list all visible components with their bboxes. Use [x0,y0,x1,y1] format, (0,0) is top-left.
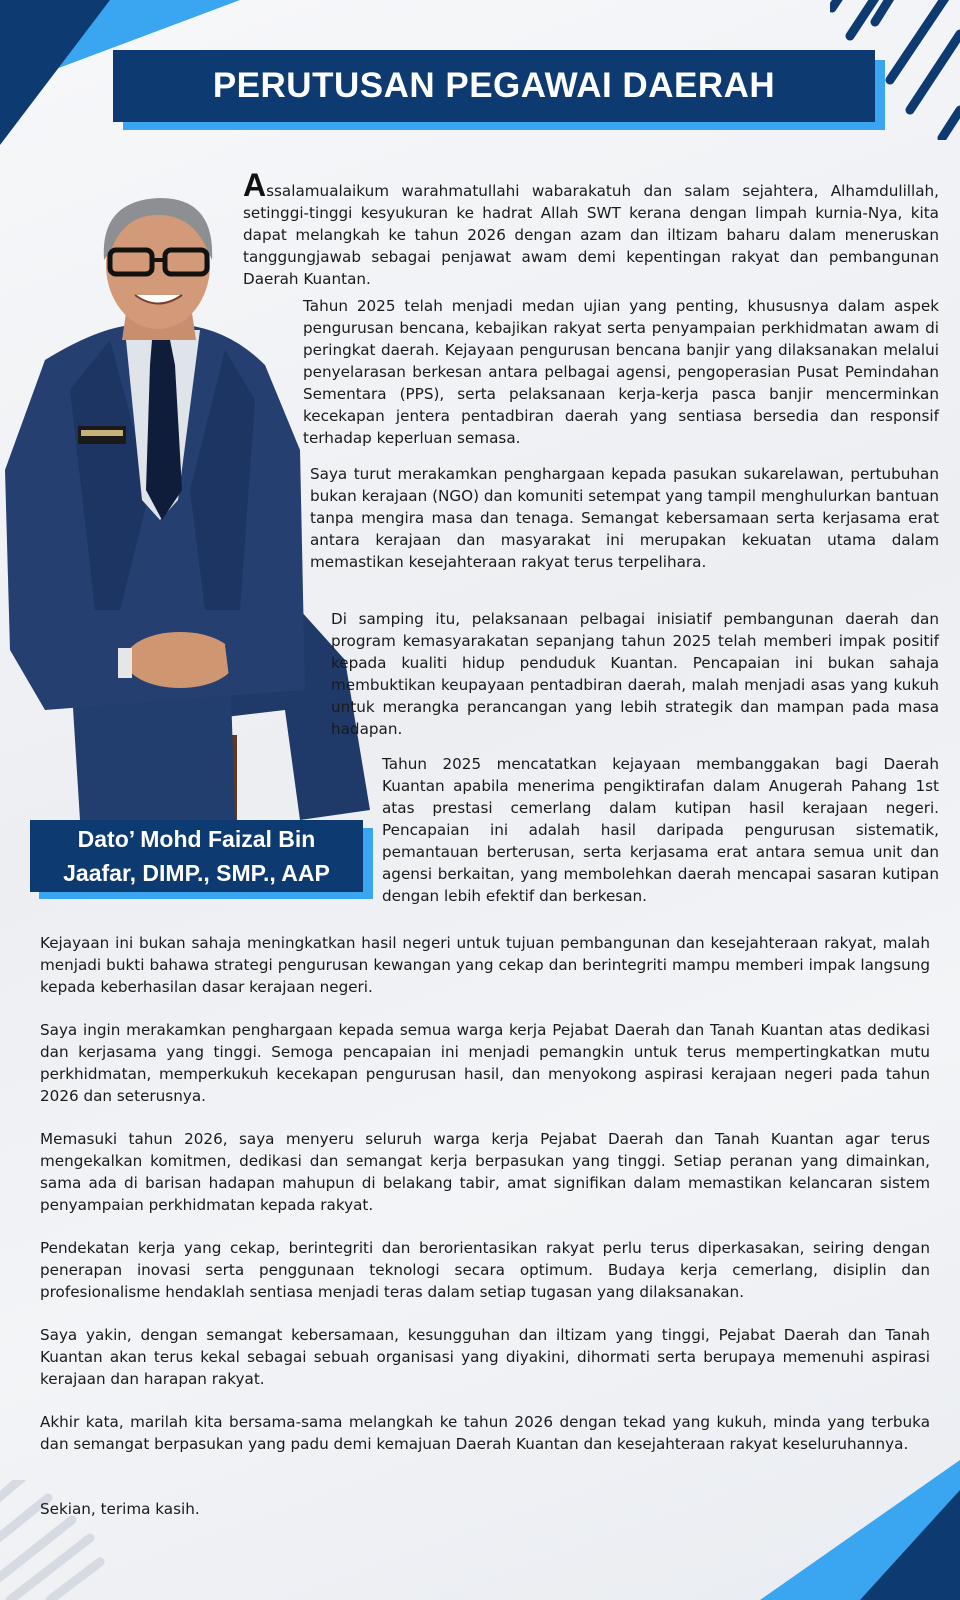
paragraph-4: Di samping itu, pelaksanaan pelbagai inisiatif pembangunan daerah dan program kemasyarakatan sepanjang tahun 2025 telah memberi impak positif kepada kualiti hidup penduduk Kuantan. Pencapaian ini bukan sahaja membuktikan keupayaan pentadbiran daerah, malah menjadi asas yang kukuh untuk merangka perancangan yang lebih strategik dan mampan pada masa hadapan. [331,610,939,738]
paragraph-5: Tahun 2025 mencatatkan kejayaan membanggakan bagi Daerah Kuantan apabila menerima pengiktirafan dalam Anugerah Pahang 1st atas prestasi cemerlang dalam kutipan hasil kerajaan negeri. Pencapaian ini adalah hasil daripada pengurusan sistematik, pemantauan berterusan, serta kerjasama erat antara semua unit dan agensi berkaitan, yang membolehkan daerah mencapai sasaran kutipan dengan lebih efektif dan berkesan. [382,755,939,905]
official-name-caption [30,820,373,900]
name-caption-box [30,820,363,892]
paragraph-3: Saya turut merakamkan penghargaan kepada pasukan sukarelawan, pertubuhan bukan kerajaan (NGO) dan komuniti setempat yang tampil menghulurkan bantuan tanpa mengira masa dan tenaga. Semangat kebersamaan serta kerjasama erat antara kerajaan dan masyarakat ini merupakan kekuatan utama dalam memastikan kesejahteraan rakyat terus terpelihara. [310,465,939,571]
drop-cap: A [243,167,267,203]
bottom-right-corner-decoration [720,1450,960,1600]
paragraph-6: Kejayaan ini bukan sahaja meningkatkan hasil negeri untuk tujuan pembangunan dan kesejahteraan rakyat, malah menjadi bukti bahawa strategi pengurusan kewangan yang cekap dan berintegriti mampu memberi impak langsung kepada keberhasilan dasar kerajaan negeri. [40,934,930,996]
paragraph-1 [243,167,939,290]
paragraph-10: Saya yakin, dengan semangat kebersamaan, kesungguhan dan iltizam yang tinggi, Pejabat Daerah dan Tanah Kuantan akan terus kekal sebagai sebuah organisasi yang diyakini, dihormati serta berupaya memenuhi aspirasi kerajaan dan harapan rakyat. [40,1326,930,1388]
paragraph-1-text: ssalamualaikum warahmatullahi wabarakatuh dan salam sejahtera, Alhamdulillah, setinggi-tinggi kesyukuran ke hadrat Allah SWT kerana dengan limpah kurnia-Nya, kita dapat melangkah ke tahun 2026 dengan azam dan iltizam baharu dalam meneruskan tanggungjawab sebagai penjawat awam demi kepentingan rakyat dan pembangunan Daerah Kuantan. [243,182,939,288]
paragraph-8: Memasuki tahun 2026, saya menyeru seluruh warga kerja Pejabat Daerah dan Tanah Kuantan agar terus mengekalkan komitmen, dedikasi dan semangat kerja berpasukan yang tinggi. Setiap peranan yang dimainkan, sama ada di barisan hadapan mahupun di belakang tabir, amat signifikan dalam memastikan kelancaran sistem penyampaian perkhidmatan kepada rakyat. [40,1130,930,1214]
official-name-line-1: Dato’ Mohd Faizal Bin [77,826,316,852]
official-name-line-2: Jaafar, DIMP., SMP., AAP [63,860,330,886]
paragraph-11: Akhir kata, marilah kita bersama-sama melangkah ke tahun 2026 dengan tekad yang kukuh, minda yang terbuka dan semangat berpasukan yang padu demi kemajuan Daerah Kuantan dan kesejahteraan rakyat keseluruhannya. [40,1413,930,1453]
paragraph-12: Sekian, terima kasih. [40,1500,200,1518]
title-banner [113,50,885,132]
title-banner-box [113,50,875,122]
page-title: PERUTUSAN PEGAWAI DAERAH [212,66,776,105]
paragraph-9: Pendekatan kerja yang cekap, berintegriti dan berorientasikan rakyat perlu terus diperkasakan, seiring dengan penerapan inovasi serta penggunaan teknologi secara optimum. Budaya kerja cemerlang, disiplin dan profesionalisme hendaklah sentiasa menjadi teras dalam setiap tugasan yang dilaksanakan. [40,1239,930,1301]
paragraph-7: Saya ingin merakamkan penghargaan kepada semua warga kerja Pejabat Daerah dan Tanah Kuantan atas dedikasi dan kerjasama yang tinggi. Semoga pencapaian ini menjadi pemangkin untuk terus mempertingkatkan mutu perkhidmatan, memperkukuh kecekapan pengurusan hasil, dan menyokong aspirasi kerajaan negeri pada tahun 2026 dan seterusnya. [40,1021,930,1105]
paragraph-2: Tahun 2025 telah menjadi medan ujian yang penting, khususnya dalam aspek pengurusan bencana, kebajikan rakyat serta penyampaian perkhidmatan awam di peringkat daerah. Kejayaan pengurusan bencana banjir yang dilaksanakan melalui penyelarasan berkesan antara pelbagai agensi, pengoperasian Pusat Pemindahan Sementara (PPS), serta pelaksanaan kerja-kerja pasca banjir mencerminkan kecekapan jentera pentadbiran daerah yang sentiasa bersedia dan responsif terhadap keperluan semasa. [303,297,939,447]
